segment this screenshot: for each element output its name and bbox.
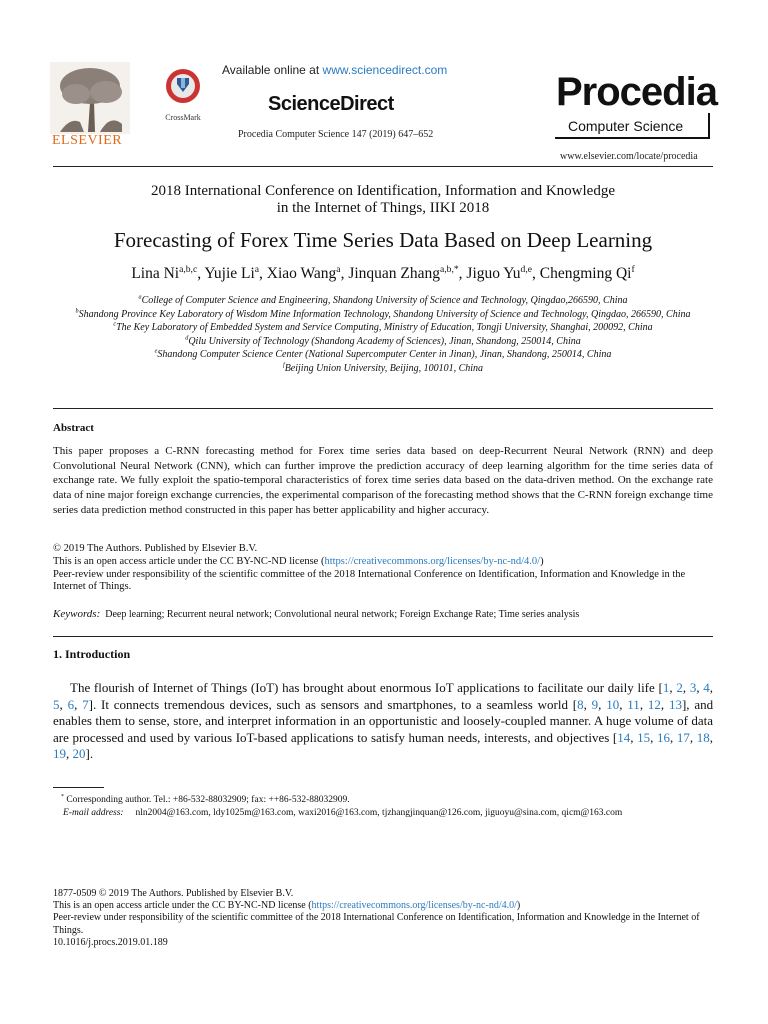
abstract-text: This paper proposes a C-RNN forecasting method for Forex time series data based on deep-Recurrent Neural Network (RNN) and deep Convolutional Neural Network (CNN), which can further improve the prediction accuracy of deep learning algorithm for the time series data of exchange rate. We fully exploit the spatio-temporal characteristics of forex time series data based on the data-driven method. On the exchange rate data of nine major foreign exchange currencies, the experimental comparison of the forecasting method shows that the C-RNN foreign exchange time series data prediction method constructed in this paper has better applicability and higher accuracy.: [53, 445, 713, 516]
citation-link[interactable]: 18: [696, 729, 710, 745]
author-name: Xiao Wang: [266, 265, 337, 282]
elsevier-wordmark: ELSEVIER: [52, 133, 123, 148]
citation-link[interactable]: 2: [676, 680, 683, 695]
author-separator: ,: [340, 265, 349, 282]
author-list: [53, 265, 713, 283]
author-separator: ,: [259, 265, 267, 282]
affiliation: [53, 321, 713, 335]
footnotes: [53, 794, 713, 819]
citation-link[interactable]: 4: [703, 680, 710, 695]
author-separator: ,: [532, 265, 540, 282]
citation-link[interactable]: 9: [591, 696, 599, 712]
affiliation-text: Qilu University of Technology (Shandong Academy of Sciences), Jinan, Shandong, 250014, China: [188, 335, 581, 347]
keywords: [53, 608, 713, 620]
author-affiliation-mark: a,b,*: [440, 263, 459, 275]
doi-line[interactable]: 10.1016/j.procs.2019.01.189: [53, 936, 168, 948]
conference-line-1: 2018 International Conference on Identification, Information and Knowledge: [150, 183, 615, 199]
procedia-journal-subtitle: Computer Science: [568, 118, 684, 134]
intro-text-part-4: ].: [85, 746, 94, 762]
intro-heading: 1. Introduction: [53, 647, 131, 661]
license-prefix: This is an open access article under the CC BY-NC-ND license (: [53, 555, 325, 567]
journal-reference: Procedia Computer Science 147 (2019) 647–652: [238, 129, 434, 140]
bottom-license-suffix: ): [516, 900, 521, 912]
license-line: [53, 556, 713, 569]
paper-title: Forecasting of Forex Time Series Data Based on Deep Learning: [113, 228, 653, 252]
corresponding-mark: *: [61, 793, 64, 800]
citation-link[interactable]: 16: [657, 729, 671, 745]
copyright-block: [53, 543, 713, 594]
bottom-license-line: [53, 900, 713, 912]
author-name: Jiguo Yu: [466, 265, 521, 282]
author-affiliation-mark: d,e: [520, 263, 533, 275]
intro-text-part-2: ]. It connects tremendous devices, such as sensors and smartphones, to a seamless world [: [88, 696, 578, 712]
bottom-license-prefix: This is an open access article under the CC BY-NC-ND license (: [53, 900, 312, 912]
corresponding-author-note: [53, 794, 713, 807]
affiliation: [53, 362, 713, 376]
affiliation: [53, 294, 713, 308]
affiliation-text: College of Computer Science and Engineering, Shandong University of Science and Technology, Qingdao,266590, China: [141, 295, 628, 306]
citation-link[interactable]: 3: [689, 680, 697, 695]
citation-group-1: 1, 2, 3, 4, 5, 6, 7: [53, 680, 714, 712]
procedia-journal-name: Procedia: [556, 70, 717, 114]
affiliation-mark: b: [75, 307, 79, 315]
citation-link[interactable]: 6: [67, 696, 75, 712]
affiliation-text: The Key Laboratory of Embedded System and Service Computing, Ministry of Education, Tongji University, Shanghai, 200092, China: [116, 322, 653, 333]
citation-link[interactable]: 14: [617, 729, 631, 745]
citation-link[interactable]: 19: [53, 746, 66, 762]
license-suffix: ): [540, 555, 544, 567]
available-online: [222, 63, 447, 77]
conference-name: [53, 183, 713, 217]
affiliation-mark: f: [282, 361, 285, 369]
affiliation: [53, 308, 713, 322]
bottom-license-link[interactable]: https://creativecommons.org/licenses/by-nc-nd/4.0/: [311, 900, 517, 912]
crossmark-label: CrossMark: [165, 113, 201, 122]
citation-group-2: 8, 9, 10, 11, 12, 13: [577, 696, 682, 712]
author-separator: ,: [458, 265, 467, 282]
issn-line: 1877-0509 © 2019 The Authors. Published by Elsevier B.V.: [53, 888, 294, 899]
affiliation-text: Beijing Union University, Beijing, 100101, China: [284, 362, 484, 374]
author-affiliation-mark: f: [631, 263, 635, 275]
keywords-label: Keywords:: [53, 608, 101, 620]
author-affiliation-mark: a,b,c: [179, 263, 198, 275]
affiliation-text: Shandong Province Key Laboratory of Wisdom Mine Information Technology, Shandong University of Science and Technology, Qingdao, 266590, China: [78, 308, 691, 320]
intro-text-part-1: The flourish of Internet of Things (IoT) has brought about enormous IoT applications to facilitate our daily life [: [70, 680, 663, 695]
affiliation-text: Shandong Computer Science Center (National Supercomputer Center in Jinan), Jinan, Shandong, 250014, China: [157, 349, 612, 360]
affiliation: [53, 335, 713, 349]
sciencedirect-brand: ScienceDirect: [268, 93, 394, 115]
affiliation-mark: c: [113, 320, 117, 328]
abstract-divider-top: [53, 408, 713, 409]
citation-link[interactable]: 12: [647, 696, 661, 712]
citation-link[interactable]: 7: [82, 696, 89, 712]
citation-link[interactable]: 13: [668, 696, 682, 712]
intro-text-part-3: ], and enables them to sense, store, and interpret information in an opportunistic and loosely-coupled manner. A huge volume of data are processed and used by various IoT-based applications to satisfy human needs, interests, and objectives [: [53, 696, 714, 745]
author-affiliation-mark: a: [254, 263, 260, 275]
corresponding-text: Corresponding author. Tel.: +86-532-88032909; fax: ++86-532-88032909.: [63, 795, 350, 805]
author-name: Jinquan Zhang: [348, 265, 441, 282]
author-name: Lina Ni: [131, 265, 180, 282]
crossmark-icon: [163, 68, 203, 106]
author-name: Chengming Qi: [539, 265, 632, 282]
citation-link[interactable]: 15: [637, 729, 651, 745]
citation-link[interactable]: 11: [627, 696, 640, 712]
license-link[interactable]: https://creativecommons.org/licenses/by-nc-nd/4.0/: [324, 555, 541, 567]
conference-line-2: in the Internet of Things, IIKI 2018: [276, 200, 490, 216]
footnote-divider: [53, 787, 104, 788]
email-addresses: nln2004@163.com, ldy1025m@163.com, waxi2016@163.com, tjzhangjinquan@126.com, jiguoyu@sina.com, qicm@163.com: [135, 807, 623, 818]
affiliation-mark: a: [138, 293, 142, 301]
citation-group-3: 14, 15, 16, 17, 18, 19, 20: [53, 729, 714, 762]
affiliation-mark: d: [185, 334, 189, 342]
header-divider: [53, 166, 713, 167]
bottom-publication-info: [53, 888, 713, 949]
sciencedirect-link[interactable]: www.sciencedirect.com: [322, 63, 448, 77]
affiliation: [53, 348, 713, 362]
abstract-divider-bottom: [53, 636, 713, 637]
peer-review-line: Peer-review under responsibility of the scientific committee of the 2018 International Conference on Identification, Information and Knowledge in the Internet of Things.: [53, 568, 686, 593]
author-name: Yujie Li: [204, 265, 255, 282]
citation-link[interactable]: 17: [676, 729, 690, 745]
citation-link[interactable]: 5: [53, 696, 60, 712]
available-prefix: Available online at: [222, 63, 323, 77]
author-separator: ,: [197, 265, 205, 282]
bottom-peer-review-line: Peer-review under responsibility of the scientific committee of the 2018 International Conference on Identification, Information and Knowledge in the Internet of Things.: [53, 912, 700, 936]
citation-link[interactable]: 8: [577, 696, 584, 712]
affiliation-list: [53, 294, 713, 375]
intro-paragraph: [53, 680, 713, 763]
journal-url-link[interactable]: www.elsevier.com/locate/procedia: [560, 151, 698, 162]
email-label: E-mail address:: [63, 807, 124, 818]
citation-link[interactable]: 20: [72, 746, 86, 762]
citation-link[interactable]: 10: [606, 696, 620, 712]
crossmark-badge[interactable]: [158, 68, 208, 122]
copyright-line: © 2019 The Authors. Published by Elsevier B.V.: [53, 543, 258, 554]
email-note: [53, 807, 713, 820]
keywords-text: Deep learning; Recurrent neural network; Convolutional neural network; Foreign Exchange Rate; Time series analysis: [105, 609, 580, 620]
author-affiliation-mark: a: [336, 263, 341, 275]
abstract-heading: Abstract: [53, 422, 94, 434]
affiliation-mark: e: [154, 347, 158, 355]
citation-link[interactable]: 1: [662, 680, 670, 695]
